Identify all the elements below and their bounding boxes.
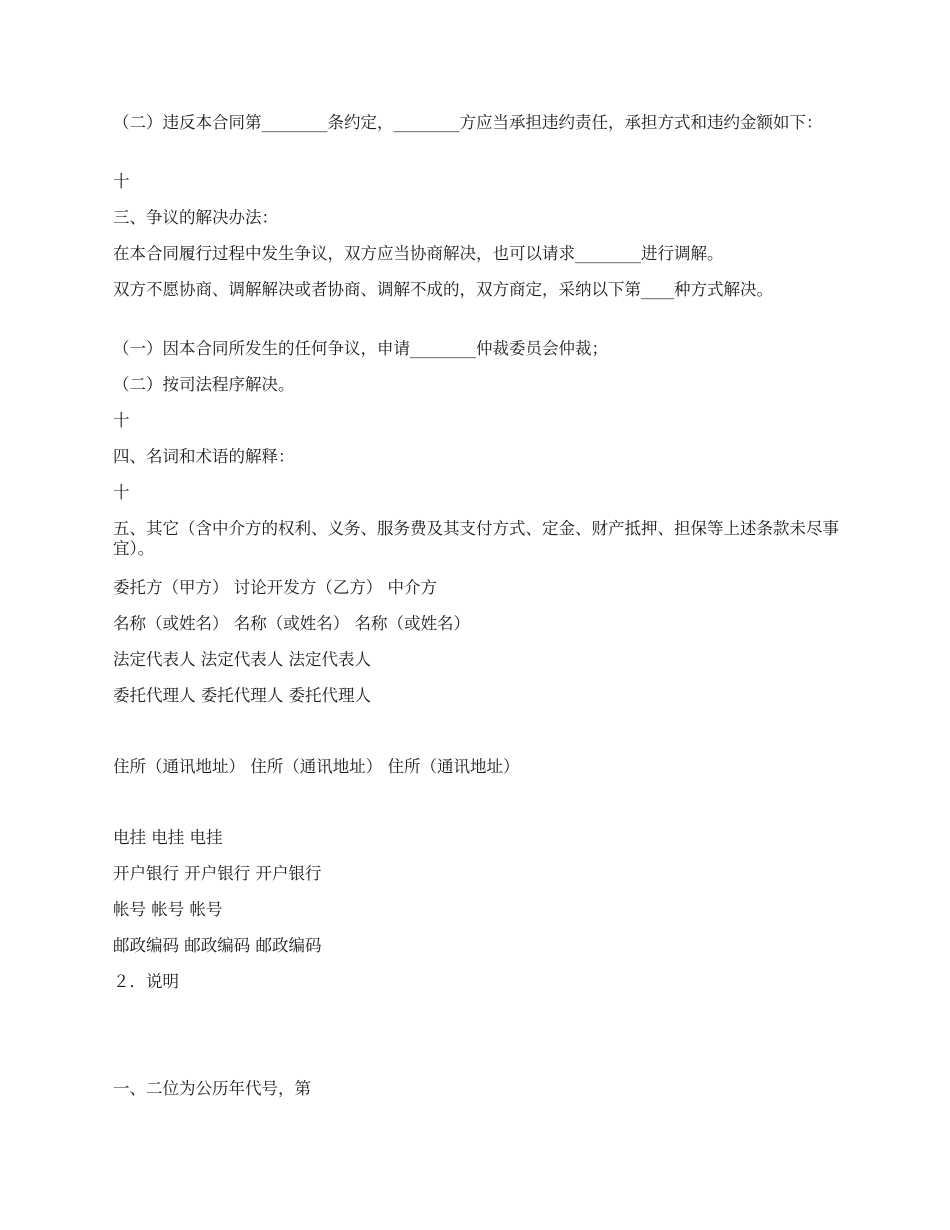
clause-arbitration: （一）因本合同所发生的任何争议，申请________仲裁委员会仲裁； <box>113 339 608 358</box>
party-address-row: 住所（通讯地址） 住所（通讯地址） 住所（通讯地址） <box>113 757 520 776</box>
party-name-row: 名称（或姓名） 名称（或姓名） 名称（或姓名） <box>113 614 470 633</box>
section-heading-other: 五、其它（含中介方的权利、义务、服务费及其支付方式、定金、财产抵押、担保等上述条款未尽事宜）。 <box>113 519 839 558</box>
placeholder-mark: 十 <box>113 411 130 430</box>
clause-mediation: 在本合同履行过程中发生争议，双方应当协商解决，也可以请求________进行调解。 <box>113 244 724 263</box>
section-heading-terms: 四、名词和术语的解释： <box>113 447 295 466</box>
party-legal-rep-row: 法定代表人 法定代表人 法定代表人 <box>113 650 371 669</box>
party-agent-row: 委托代理人 委托代理人 委托代理人 <box>113 686 371 705</box>
clause-resolution-choice: 双方不愿协商、调解解决或者协商、调解不成的，双方商定，采纳以下第____种方式解决。 <box>113 280 773 299</box>
party-header-row: 委托方（甲方） 讨论开发方（乙方） 中介方 <box>113 578 437 597</box>
placeholder-mark: 十 <box>113 483 130 502</box>
clause-judicial: （二）按司法程序解决。 <box>113 375 295 394</box>
notes-line: 一、二位为公历年代号，第 <box>113 1079 311 1098</box>
section-heading-notes: ２．说明 <box>113 972 179 991</box>
party-postcode-row: 邮政编码 邮政编码 邮政编码 <box>113 936 322 955</box>
clause-breach-liability: （二）违反本合同第________条约定，________方应当承担违约责任，承担方式和违约金额如下： <box>113 113 823 132</box>
party-bank-row: 开户银行 开户银行 开户银行 <box>113 864 322 883</box>
party-telegraph-row: 电挂 电挂 电挂 <box>113 828 223 847</box>
section-heading-dispute: 三、争议的解决办法： <box>113 208 278 227</box>
party-account-row: 帐号 帐号 帐号 <box>113 900 223 919</box>
placeholder-mark: 十 <box>113 172 130 191</box>
